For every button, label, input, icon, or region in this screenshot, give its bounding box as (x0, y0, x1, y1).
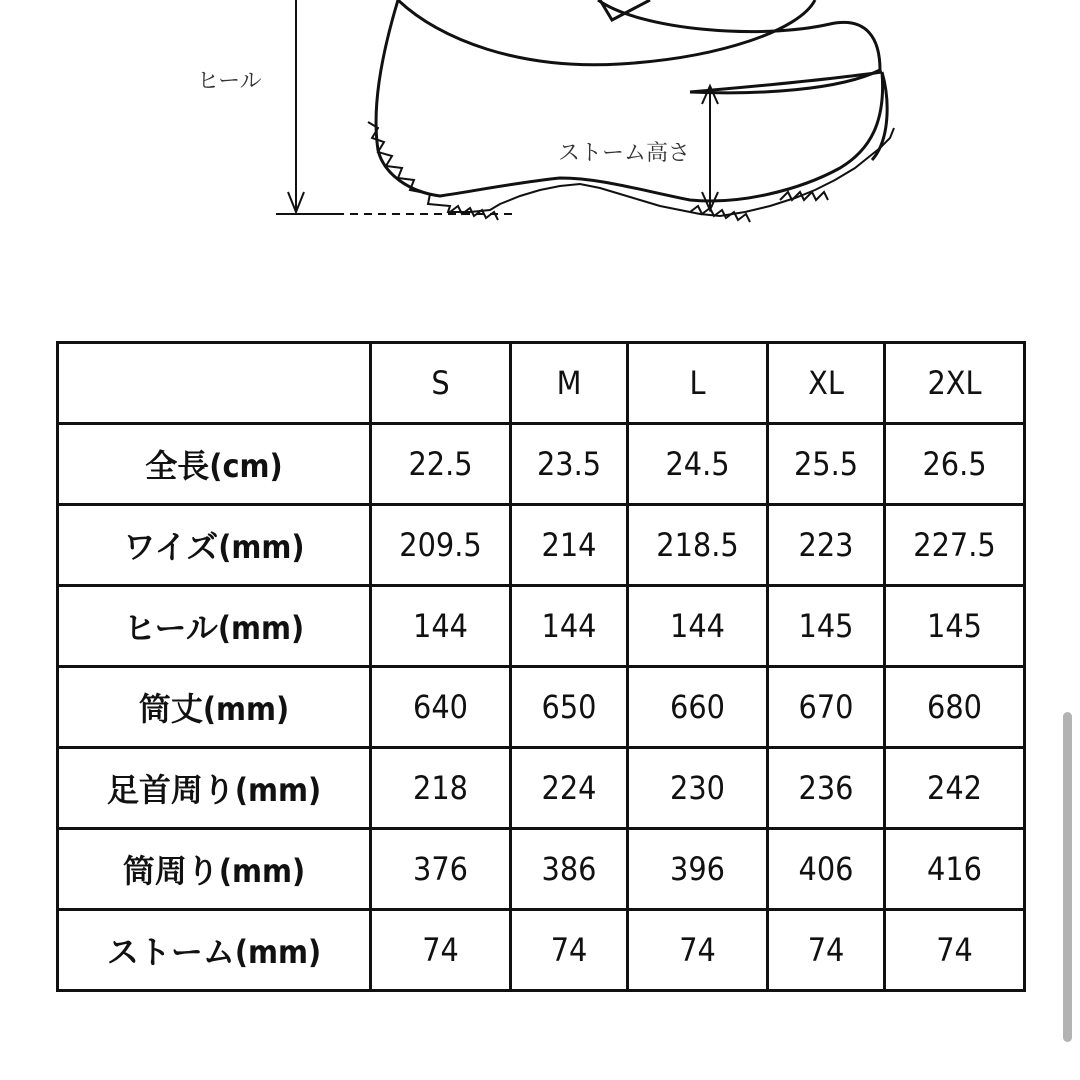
table-row (58, 586, 1025, 667)
table-cell: 214 (511, 505, 628, 586)
table-cell: 74 (371, 910, 511, 991)
row-label: 筒丈(mm) (58, 667, 371, 748)
heel-label: ヒール (197, 69, 262, 94)
row-label: 足首周り(mm) (58, 748, 371, 829)
table-cell: 670 (768, 667, 885, 748)
boot-illustration (0, 0, 1080, 240)
table-cell: 25.5 (768, 424, 885, 505)
table-cell: 396 (628, 829, 768, 910)
column-header-s: S (371, 343, 511, 424)
column-header-m: M (511, 343, 628, 424)
row-label: ワイズ(mm) (58, 505, 371, 586)
row-label: ヒール(mm) (58, 586, 371, 667)
table-cell: 236 (768, 748, 885, 829)
boot-outline (376, 0, 883, 201)
table-cell: 640 (371, 667, 511, 748)
table-header-row (58, 343, 1025, 424)
table-row (58, 910, 1025, 991)
table-cell: 680 (885, 667, 1025, 748)
table-cell: 74 (511, 910, 628, 991)
table-cell: 416 (885, 829, 1025, 910)
row-label: ストーム(mm) (58, 910, 371, 991)
table-cell: 242 (885, 748, 1025, 829)
table-cell: 144 (511, 586, 628, 667)
table-cell: 224 (511, 748, 628, 829)
table-cell: 144 (371, 586, 511, 667)
table-corner-cell (58, 343, 371, 424)
sole-tread-teeth (450, 192, 828, 222)
table-cell: 74 (885, 910, 1025, 991)
table-cell: 145 (885, 586, 1025, 667)
platform-top (690, 72, 882, 92)
table-row (58, 829, 1025, 910)
row-label: 筒周り(mm) (58, 829, 371, 910)
table-row (58, 667, 1025, 748)
table-cell: 650 (511, 667, 628, 748)
table-cell: 227.5 (885, 505, 1025, 586)
table-row (58, 424, 1025, 505)
table-cell: 230 (628, 748, 768, 829)
row-label: 全長(cm) (58, 424, 371, 505)
column-header-2xl: 2XL (885, 343, 1025, 424)
table-cell: 145 (768, 586, 885, 667)
table-cell: 209.5 (371, 505, 511, 586)
table-cell: 74 (628, 910, 768, 991)
size-table (56, 341, 1026, 992)
scrollbar-thumb[interactable] (1063, 712, 1072, 1042)
boot-fold (600, 0, 650, 20)
table-cell: 23.5 (511, 424, 628, 505)
table-cell: 223 (768, 505, 885, 586)
table-cell: 660 (628, 667, 768, 748)
table-cell: 218.5 (628, 505, 768, 586)
table-cell: 386 (511, 829, 628, 910)
table-cell: 24.5 (628, 424, 768, 505)
table-cell: 26.5 (885, 424, 1025, 505)
boot-measurement-diagram (0, 0, 1080, 240)
table-row (58, 748, 1025, 829)
table-cell: 406 (768, 829, 885, 910)
column-header-xl: XL (768, 343, 885, 424)
table-row (58, 505, 1025, 586)
table-cell: 22.5 (371, 424, 511, 505)
table-cell: 218 (371, 748, 511, 829)
table-cell: 144 (628, 586, 768, 667)
table-cell: 74 (768, 910, 885, 991)
storm-height-label: ストーム高さ (558, 141, 691, 166)
column-header-l: L (628, 343, 768, 424)
table-cell: 376 (371, 829, 511, 910)
